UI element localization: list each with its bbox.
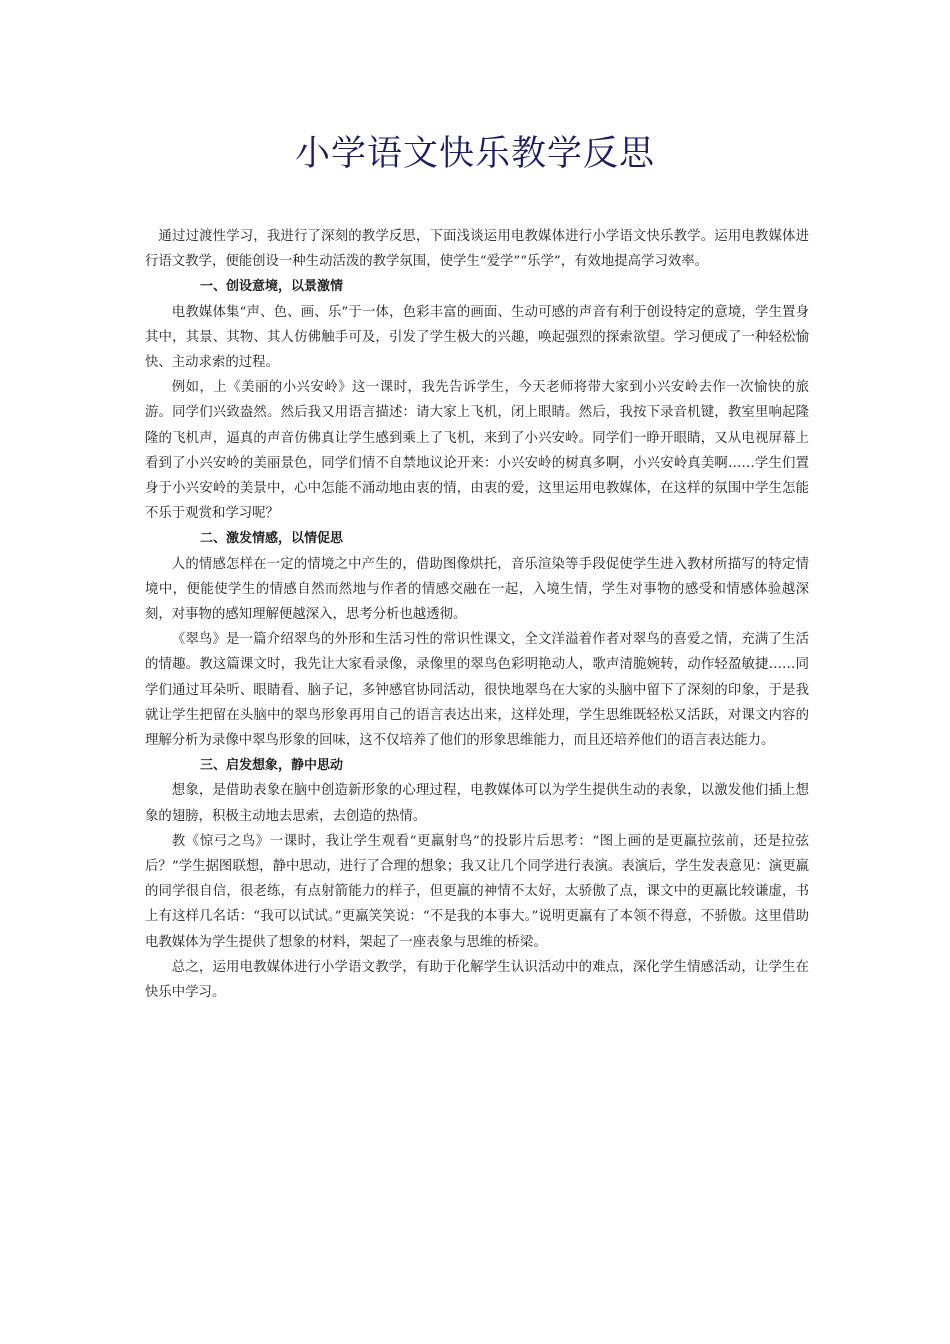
- section-paragraph: 教《惊弓之鸟》一课时，我让学生观看“更羸射鸟”的投影片后思考：“图上画的是更羸拉弦前，还是拉弦后？”学生据图联想，静中思动，进行了合理的想象；我又让几个同学进行表演。表演后，学生发表意见：演更羸的同学很自信，很老练，有点射箭能力的样子，但更羸的神情不太好，太骄傲了点，课文中的更羸比较谦虚，书上有这样几名话：“我可以试试。”更羸笑笑说：“不是我的本事大。”说明更羸有了本领不得意，不骄傲。这里借助电教媒体为学生提供了想象的材料，架起了一座表象与思维的桥梁。: [145, 833, 809, 950]
- section-heading: 一、创设意境，以景激情: [200, 279, 344, 295]
- section-paragraph: 例如，上《美丽的小兴安岭》这一课时，我先告诉学生，今天老师将带大家到小兴安岭去作一次愉快的旅游。同学们兴致盎然。然后我又用语言描述：请大家上飞机，闭上眼睛。然后，我按下录音机键，教室里响起隆隆的飞机声，逼真的声音仿佛真让学生感到乘上了飞机，来到了小兴安岭。同学们一睁开眼睛，又从电视屏幕上看到了小兴安岭的美丽景色，同学们情不自禁地议论开来：小兴安岭的树真多啊，小兴安岭真美啊……学生们置身于小兴安岭的美景中，心中怎能不涌动地由衷的情，由衷的爱，这里运用电教媒体，在这样的氛围中学生怎能不乐于观赏和学习呢？: [145, 380, 809, 522]
- section-paragraph: 人的情感怎样在一定的情境之中产生的，借助图像烘托，音乐渲染等手段促使学生进入教材所描写的特定情境中，便能使学生的情感自然而然地与作者的情感交融在一起，入境生情，学生对事物的感受和情感体验越深刻，对事物的感知理解便越深入，思考分析也越透彻。: [145, 556, 809, 623]
- section-paragraph: 《翠鸟》是一篇介绍翠鸟的外形和生活习性的常识性课文，全文洋溢着作者对翠鸟的喜爱之情，充满了生活的情趣。教这篇课文时，我先让大家看录像，录像里的翠鸟色彩明艳动人，歌声清脆婉转，动作轻盈敏捷……同学们通过耳朵听、眼睛看、脑子记，多钟感官协同活动，很快地翠鸟在大家的头脑中留下了深刻的印象，于是我就让学生把留在头脑中的翠鸟形象再用自己的语言表达出来，这样处理，学生思维既轻松又活跃，对课文内容的理解分析为录像中翠鸟形象的回味，这不仅培养了他们的形象思维能力，而且还培养他们的语言表达能力。: [145, 632, 809, 749]
- section-heading: 二、激发情感，以情促思: [200, 531, 344, 547]
- document-title: 小学语文快乐教学反思: [294, 134, 655, 174]
- section-3: [145, 753, 809, 955]
- section-paragraph: 电教媒体集“声、色、画、乐”于一体，色彩丰富的画面、生动可感的声音有利于创设特定的意境，学生置身其中，其景、其物、其人仿佛触手可及，引发了学生极大的兴趣，唤起强烈的探索欲望。学习便成了一种轻松愉快、主动求索的过程。: [145, 304, 809, 371]
- intro-paragraph: 通过过渡性学习，我进行了深刻的教学反思，下面浅谈运用电教媒体进行小学语文快乐教学。运用电教媒体进行语文教学，便能创设一种生动活泼的教学氛围，使学生“爱学”“乐学”，有效地提高学习效率。: [145, 229, 809, 270]
- section-heading: 三、启发想象，静中思动: [200, 758, 344, 774]
- section-2: [145, 526, 809, 753]
- section-paragraph: 想象，是借助表象在脑中创造新形象的心理过程，电教媒体可以为学生提供生动的表象，以激发他们插上想象的翅膀，积极主动地去思索，去创造的热情。: [145, 783, 809, 824]
- document-body: [145, 224, 809, 1005]
- conclusion-paragraph: 总之，运用电教媒体进行小学语文教学，有助于化解学生认识活动中的难点，深化学生情感活动，让学生在快乐中学习。: [145, 959, 809, 1001]
- section-1: [145, 274, 809, 526]
